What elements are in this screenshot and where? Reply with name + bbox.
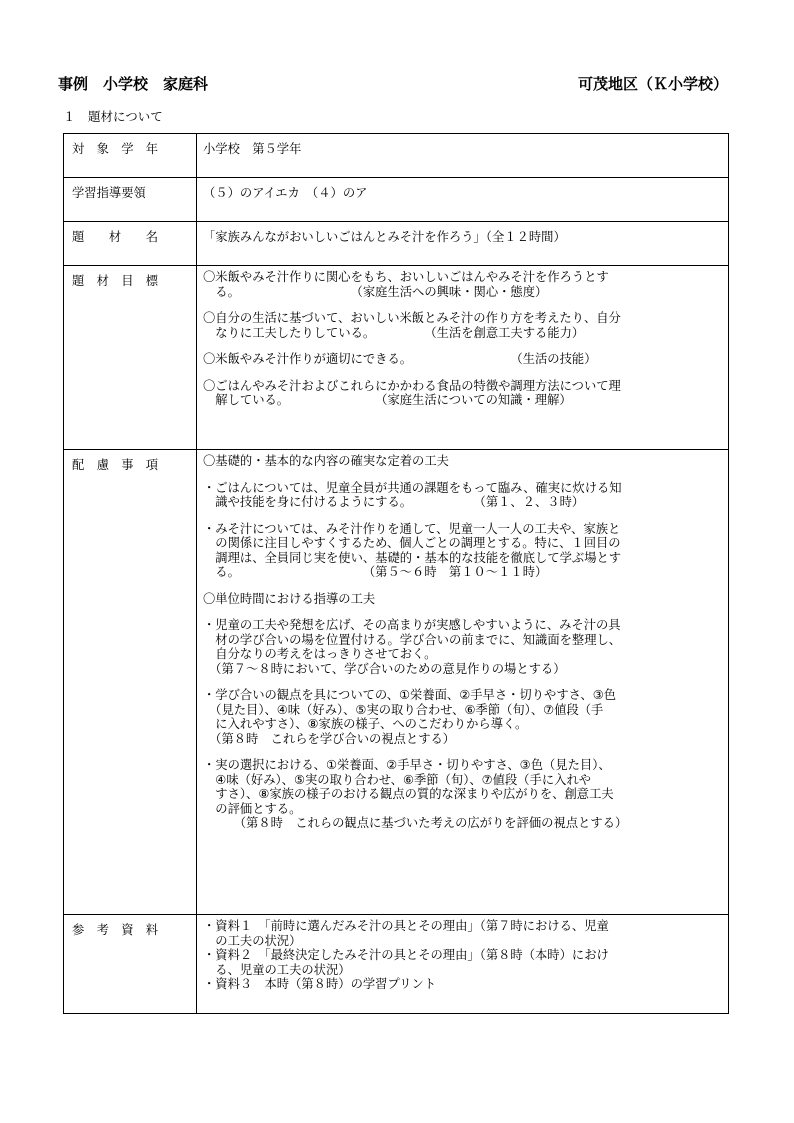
consideration-item: ・児童の工夫や発想を広げ、その高まりが実感しやすいように、みそ汁の具 材の学び合いの場を位置付ける。学び合いの前までに、知識面を整理し、 自分なりの考えをはっきりさせておく。 （第７～８時において、学び合いのための意見作りの場とする） — [203, 618, 622, 676]
theme-label: 題 材 名 — [64, 222, 197, 266]
reference-line: ・資料１ 「前時に選んだみそ汁の具とその理由」（第７時における、児童 — [203, 919, 609, 933]
case-title: 事例 小学校 家庭科 — [58, 75, 209, 93]
table-row-references — [64, 915, 729, 1014]
reference-line: る、児童の工夫の状況） — [203, 962, 351, 977]
references-content — [197, 915, 729, 1014]
target-grade-label: 対 象 学 年 — [64, 134, 197, 178]
guideline-value: （５）のアイエカ （４）のア — [197, 178, 729, 222]
considerations-content — [197, 450, 729, 915]
consideration-item: ・みそ汁については、みそ汁作りを通して、児童一人一人の工夫や、家族と の関係に注目しやすくするため、個人ごとの調理とする。特に、１回目の 調理は、全員同じ実を使い、基礎的・基本的な技能を徹底して学ぶ場とす る。 （第５～６時 第１０～１１時） — [203, 521, 622, 579]
subject-table — [63, 133, 729, 1014]
consideration-item: ・実の選択における、①栄養面、②手早さ・切りやすさ、③色（見た目）、 ④味（好み）、⑤実の取り合わせ、⑥季節（旬）、⑦値段（手に入れや すさ）、⑧家族の様子のおける観点の質的な深まりや広がりを、創意工夫 の評価とする。 （第８時 これらの観点に基づいた考えの広がりを評価の視点とする） — [203, 758, 628, 830]
table-row-guideline — [64, 178, 729, 222]
district-school: 可茂地区（Ｋ小学校） — [577, 75, 728, 93]
consideration-item: ・学び合いの観点を具についての、①栄養面、②手早さ・切りやすさ、③色 （見た目）、④味（好み）、⑤実の取り合わせ、⑥季節（旬）、⑦値段（手 に入れやすさ）、⑧家族の様子、へのこだわりから導く。 （第８時 これらを学び合いの視点とする） — [203, 688, 617, 746]
reference-line: ・資料２ 「最終決定したみそ汁の具とその理由」（第８時（本時）におけ — [203, 948, 609, 962]
goal-item: 〇ごはんやみそ汁およびこれらにかかわる食品の特徴や調理方法について理 解している。 （家庭生活についての知識・理解） — [203, 378, 621, 407]
goal-item: 〇米飯やみそ汁作りに関心をもち、おいしいごはんやみそ汁を作ろうとす る。 （家庭生活への興味・関心・態度） — [203, 270, 609, 299]
goal-item: 〇米飯やみそ汁作りが適切にできる。 （生活の技能） — [203, 352, 597, 366]
guideline-label: 学習指導要領 — [64, 178, 197, 222]
section-title: １ 題材について — [63, 109, 163, 124]
document-header — [58, 73, 728, 97]
goals-content — [197, 266, 729, 450]
table-row-goals — [64, 266, 729, 450]
table-row-target-grade — [64, 134, 729, 178]
table-row-considerations — [64, 450, 729, 915]
reference-line: の工夫の状況） — [203, 933, 302, 948]
theme-value: 「家族みんながおいしいごはんとみそ汁を作ろう」（全１２時間） — [197, 222, 729, 266]
references-label: 参 考 資 料 — [64, 915, 197, 1014]
table-row-theme — [64, 222, 729, 266]
consideration-heading: 〇基礎的・基本的な内容の確実な定着の工夫 — [203, 454, 449, 468]
goal-item: 〇自分の生活に基づいて、おいしい米飯とみそ汁の作り方を考えたり、自分 なりに工夫したりしている。 （生活を創意工夫する能力） — [203, 311, 621, 340]
considerations-label: 配 慮 事 項 — [64, 450, 197, 915]
reference-line: ・資料３ 本時（第８時）の学習プリント — [203, 977, 437, 991]
target-grade-value: 小学校 第５学年 — [197, 134, 729, 178]
goals-label: 題 材 目 標 — [64, 266, 197, 450]
consideration-item: ・ごはんについては、児童全員が共通の課題をもって臨み、確実に炊ける知 識や技能を身に付けるようにする。 （第１、２、３時） — [203, 480, 622, 509]
consideration-heading: 〇単位時間における指導の工夫 — [203, 591, 376, 606]
